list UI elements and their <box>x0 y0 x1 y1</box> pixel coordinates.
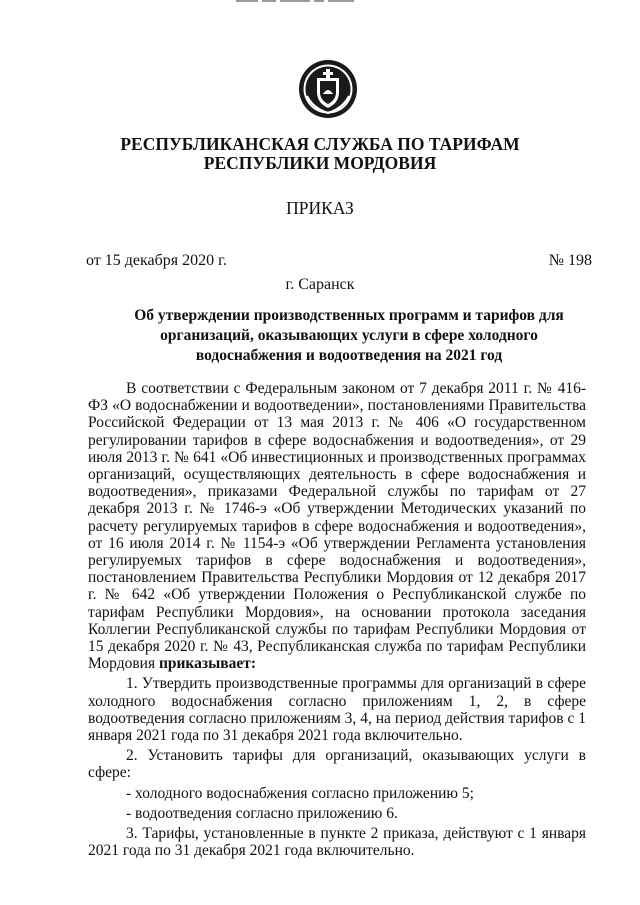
preamble-paragraph <box>88 380 586 672</box>
item-2-sub-1: - холодного водоснабжения согласно приложению 5; <box>126 784 474 802</box>
document-subject: Об утверждении производственных программ и тарифов для организаций, оказывающих услуги в сфере холодного водоснабжения и водоотведения на 2021 год <box>134 307 564 364</box>
org-name-line1: РЕСПУБЛИКАНСКАЯ СЛУЖБА ПО ТАРИФАМ <box>120 134 520 154</box>
item-3: 3. Тарифы, установленные в пункте 2 приказа, действуют с 1 января 2021 года по 31 декабря 2021 года включительно. <box>88 825 586 860</box>
item-2-sub-2: - водоотведения согласно приложению 6. <box>126 804 398 822</box>
document-number: № 198 <box>548 252 592 269</box>
document-date: от 15 декабря 2020 г. <box>86 252 227 269</box>
coat-of-arms-icon <box>297 58 359 120</box>
preamble-text: В соответствии с Федеральным законом от 7 декабря 2011 г. № 416-ФЗ «О водоснабжении и водоотведении», постановлениями Правительства Российской Федерации от 13 мая 2013 г. № 406 «О государственном регулировании тарифов в сфере водоснабжения и водоотведения», от 29 июля 2013 г. № 641 «Об инвестиционных и производственных программах организаций, осуществляющих деятельность в сфере водоснабжения и водоотведения», приказами Федеральной службы по тарифам от 27 декабря 2013 г. № 1746-э «Об утверждении Методических указаний по расчету регулируемых тарифов в сфере водоснабжения и водоотведения», от 16 июля 2014 г. № 1154-э «Об утверждении Регламента установления регулируемых тарифов в сфере водоснабжения и водоотведения», постановлением Правительства Республики Мордовия от 12 декабря 2017 г. № 642 «Об утверждении Положения о Республиканской службе по тарифам Республики Мордовия», на основании протокола заседания Коллегии Республиканской службы по тарифам Республики Мордовия от 15 декабря 2020 г. № 43, Республиканская служба по тарифам Республики Мордовия <box>88 380 586 673</box>
preamble-verb: приказывает: <box>158 655 256 673</box>
document-type: ПРИКАЗ <box>286 198 354 218</box>
org-name-line2: РЕСПУБЛИКИ МОРДОВИЯ <box>203 153 437 173</box>
document-body <box>88 380 586 862</box>
item-1: 1. Утвердить производственные программы для организаций в сфере холодного водоснабжения согласно приложениям 1, 2, в сфере водоотведения согласно приложениям 3, 4, на период действия тарифов с 1 января 2021 года по 31 декабря 2021 года включительно. <box>88 675 586 745</box>
scan-artifact <box>236 0 386 3</box>
document-city: г. Саранск <box>285 276 355 293</box>
item-2: 2. Установить тарифы для организаций, оказывающих услуги в сфере: <box>88 747 586 782</box>
